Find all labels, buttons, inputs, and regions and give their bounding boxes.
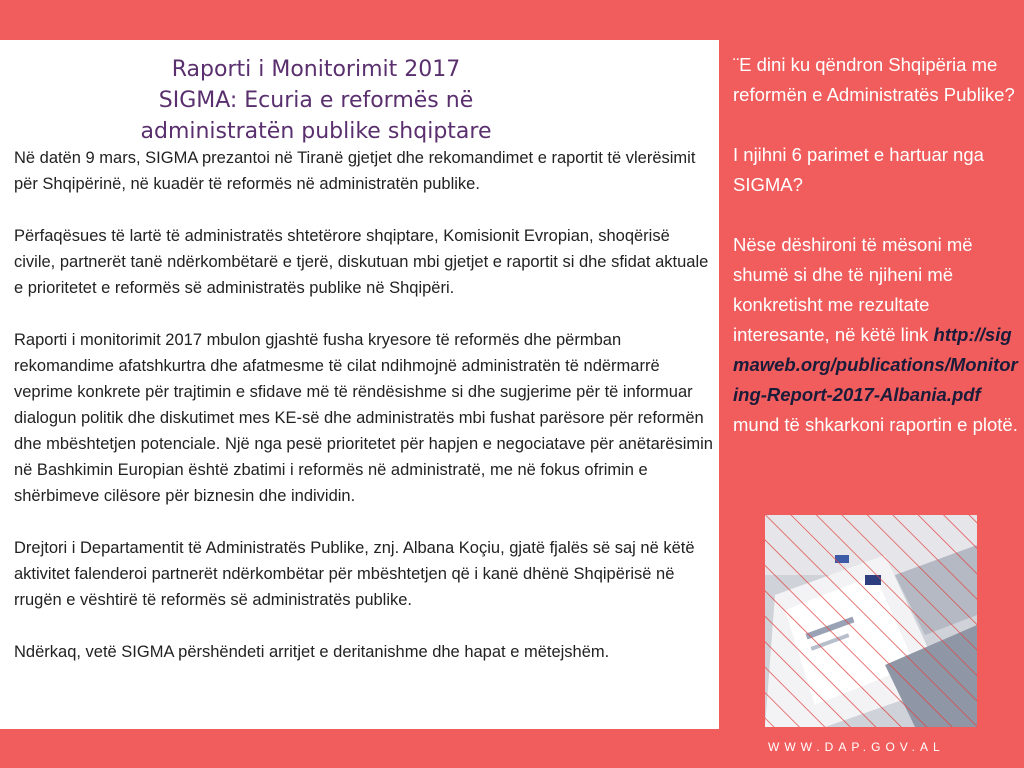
footer-url: WWW.DAP.GOV.AL xyxy=(768,740,945,754)
sidebar-cta xyxy=(733,230,1018,440)
title-line-3: administratën publike shqiptare xyxy=(140,119,492,144)
sidebar-question-1: ¨E dini ku qëndron Shqipëria me reformën e Administratës Publike? xyxy=(733,54,1015,105)
sidebar-question-2: I njihni 6 parimet e hartuar nga SIGMA? xyxy=(733,144,984,195)
title-line-2: SIGMA: Ecuria e reformës në xyxy=(158,88,474,113)
cta-text-end: mund të shkarkoni raportin e plotë. xyxy=(733,414,1018,435)
paragraph-2: Përfaqësues të lartë të administratës shtetërore shqiptare, Komisionit Evropian, shoqërisë civile, partnerët tanë ndërkombëtarë e tjerë, diskutuan mbi gjetjet e raportit si dhe sfidat aktuale e prioritetet e reformës së administratës publike në Shqipëri. xyxy=(14,227,709,297)
article-body xyxy=(14,145,714,691)
paragraph-1: Në datën 9 mars, SIGMA prezantoi në Tiranë gjetjet dhe rekomandimet e raportit të vlerësimit për Shqipërinë, në kuadër të reformës në administratën publike. xyxy=(14,149,696,193)
title-line-1: Raporti i Monitorimit 2017 xyxy=(171,57,461,82)
report-photo xyxy=(765,515,977,727)
paragraph-5: Ndërkaq, vetë SIGMA përshëndeti arritjet e deritanishme dhe hapat e mëtejshëm. xyxy=(14,643,610,661)
cta-text: Nëse dëshironi të mësoni më shumë si dhe të njiheni më konkretisht me rezultate interesante, në këtë link xyxy=(733,234,973,345)
paragraph-3: Raporti i monitorimit 2017 mbulon gjashtë fusha kryesore të reformës dhe përmban rekomandime afatshkurtra dhe afatmesme të cilat ndihmojnë administratën të ndërmarrë veprime konkrete për trajtimin e sfidave më të rëndësishme si dhe sugjerime për të informuar dialogun politik dhe diskutimet mes KE-së dhe administratës mbi fushat parësore për reformën dhe mbështetjen potenciale. Një nga pesë prioritetet për hapjen e negociatave për anëtarësimin në Bashkimin Europian është zbatimi i reformës në administratë, me në fokus ofrimin e shërbimeve cilësore për biznesin dhe individin. xyxy=(14,331,713,505)
paragraph-4: Drejtori i Departamentit të Administratës Publike, znj. Albana Koçiu, gjatë fjalës së saj në këtë aktivitet falenderoi partnerët ndërkombëtar për mbështetjen që i kanë dhënë Shqipërisë në rrugën e vështirë të reformës së administratës publike. xyxy=(14,539,695,609)
article-panel xyxy=(0,40,719,729)
report-link[interactable]: http://sigmaweb.org/publications/Monitoring-Report-2017-Albania.pdf xyxy=(733,324,1018,405)
report-photo-graphic xyxy=(765,515,977,727)
sidebar xyxy=(733,50,1018,470)
article-title xyxy=(0,54,632,147)
